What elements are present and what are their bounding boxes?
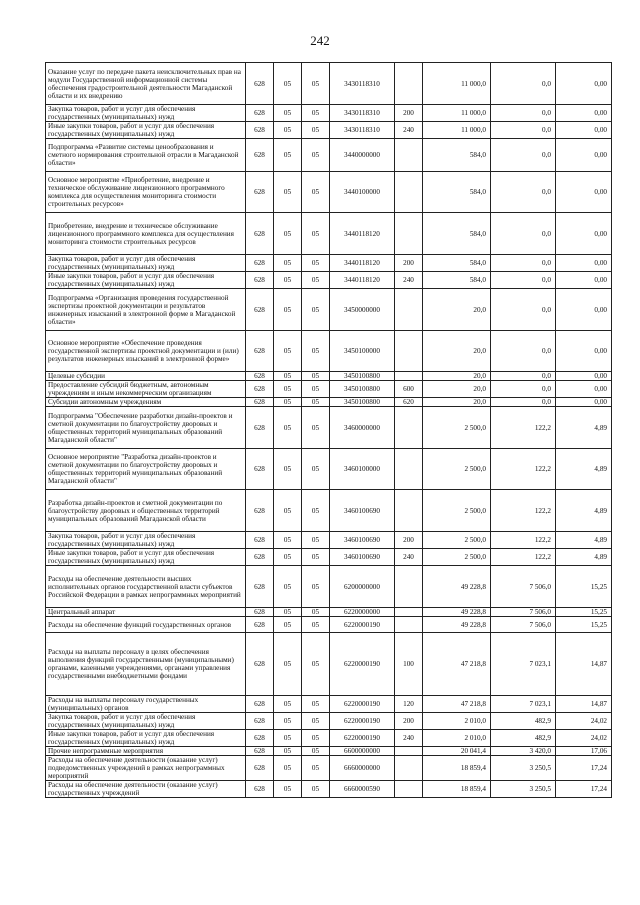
actual-amount-cell: 0,0 [491,172,556,213]
target-article-cell: 3460100690 [330,532,395,549]
actual-amount-cell: 0,0 [491,398,556,407]
row-name-cell: Разработка дизайн-проектов и сметной документации по благоустройству дворовых и общественных территорий муниципальных образований Магаданской области [46,490,246,532]
section-code-cell: 05 [274,608,302,617]
section-code-cell: 05 [274,213,302,255]
planned-amount-cell: 2 500,0 [423,549,491,566]
table-row [46,172,612,213]
planned-amount-cell: 584,0 [423,172,491,213]
percent-cell: 0,00 [556,63,612,105]
expense-type-cell [395,781,423,798]
actual-amount-cell: 0,0 [491,105,556,122]
planned-amount-cell: 20,0 [423,289,491,331]
percent-cell: 4,89 [556,449,612,490]
page-number: 242 [310,33,330,48]
percent-cell: 0,00 [556,398,612,407]
target-article-cell: 3450100800 [330,372,395,381]
table-row [46,608,612,617]
row-name-cell: Субсидии автономным учреждениям [46,398,246,407]
table-row [46,617,612,633]
ved-code-cell: 628 [246,730,274,747]
row-name-cell: Расходы на обеспечение функций государственных органов [46,617,246,633]
planned-amount-cell: 584,0 [423,255,491,272]
ved-code-cell: 628 [246,407,274,449]
expense-type-cell: 240 [395,730,423,747]
expense-type-cell [395,289,423,331]
subsection-code-cell: 05 [302,63,330,105]
ved-code-cell: 628 [246,272,274,289]
actual-amount-cell: 0,0 [491,213,556,255]
table-row [46,713,612,730]
expense-type-cell: 200 [395,532,423,549]
percent-cell: 0,00 [556,139,612,172]
row-name-cell: Приобретение, внедрение и техническое обслуживание лицензионного программного комплекса для осуществления мониторинга стоимости строительных ресурсов [46,213,246,255]
table-row [46,398,612,407]
planned-amount-cell: 2 500,0 [423,407,491,449]
actual-amount-cell: 7 506,0 [491,608,556,617]
table-row [46,105,612,122]
expense-type-cell [395,331,423,372]
table-row [46,63,612,105]
subsection-code-cell: 05 [302,490,330,532]
target-article-cell: 3440000000 [330,139,395,172]
row-name-cell: Оказание услуг по передаче пакета неисключительных прав на модули Государственной информационной системы обеспечения градостроительной деятельности Магаданской области и их внедрению [46,63,246,105]
ved-code-cell: 628 [246,713,274,730]
expense-type-cell: 200 [395,105,423,122]
table-row [46,381,612,398]
percent-cell: 0,00 [556,372,612,381]
ved-code-cell: 628 [246,213,274,255]
planned-amount-cell: 18 859,4 [423,756,491,781]
row-name-cell: Основное мероприятие «Обеспечение проведения государственной экспертизы проектной документации и (или) результатов инженерных изысканий в электронной форме» [46,331,246,372]
row-name-cell: Прочие непрограммные мероприятия [46,747,246,756]
table-row [46,696,612,713]
row-name-cell: Закупка товаров, работ и услуг для обеспечения государственных (муниципальных) нужд [46,713,246,730]
subsection-code-cell: 05 [302,730,330,747]
table-row [46,532,612,549]
table-row [46,289,612,331]
target-article-cell: 6220000190 [330,713,395,730]
expense-type-cell [395,756,423,781]
percent-cell: 4,89 [556,532,612,549]
ved-code-cell: 628 [246,331,274,372]
section-code-cell: 05 [274,781,302,798]
target-article-cell: 3460100690 [330,549,395,566]
expense-type-cell [395,63,423,105]
ved-code-cell: 628 [246,532,274,549]
expense-type-cell [395,372,423,381]
expense-type-cell [395,407,423,449]
subsection-code-cell: 05 [302,781,330,798]
subsection-code-cell: 05 [302,139,330,172]
percent-cell: 14,87 [556,696,612,713]
target-article-cell: 6220000190 [330,696,395,713]
target-article-cell: 3430118310 [330,122,395,139]
subsection-code-cell: 05 [302,289,330,331]
percent-cell: 0,00 [556,289,612,331]
planned-amount-cell: 2 500,0 [423,490,491,532]
section-code-cell: 05 [274,713,302,730]
actual-amount-cell: 482,9 [491,713,556,730]
section-code-cell: 05 [274,549,302,566]
target-article-cell: 3460000000 [330,407,395,449]
actual-amount-cell: 0,0 [491,272,556,289]
percent-cell: 0,00 [556,172,612,213]
percent-cell: 15,25 [556,617,612,633]
subsection-code-cell: 05 [302,747,330,756]
percent-cell: 0,00 [556,122,612,139]
subsection-code-cell: 05 [302,713,330,730]
planned-amount-cell: 20,0 [423,398,491,407]
section-code-cell: 05 [274,566,302,608]
row-name-cell: Предоставление субсидий бюджетным, автономным учреждениям и иным некоммерческим организациям [46,381,246,398]
subsection-code-cell: 05 [302,372,330,381]
percent-cell: 4,89 [556,490,612,532]
subsection-code-cell: 05 [302,608,330,617]
actual-amount-cell: 122,2 [491,449,556,490]
percent-cell: 0,00 [556,381,612,398]
ved-code-cell: 628 [246,105,274,122]
percent-cell: 4,89 [556,407,612,449]
percent-cell: 0,00 [556,255,612,272]
actual-amount-cell: 122,2 [491,549,556,566]
table-row [46,566,612,608]
section-code-cell: 05 [274,105,302,122]
expense-type-cell: 620 [395,398,423,407]
subsection-code-cell: 05 [302,532,330,549]
ved-code-cell: 628 [246,608,274,617]
planned-amount-cell: 2 010,0 [423,730,491,747]
actual-amount-cell: 122,2 [491,407,556,449]
subsection-code-cell: 05 [302,105,330,122]
table-row [46,549,612,566]
table-row [46,139,612,172]
table-row [46,372,612,381]
percent-cell: 0,00 [556,331,612,372]
percent-cell: 0,00 [556,272,612,289]
actual-amount-cell: 7 506,0 [491,617,556,633]
table-row [46,490,612,532]
ved-code-cell: 628 [246,549,274,566]
target-article-cell: 6600000000 [330,747,395,756]
planned-amount-cell: 11 000,0 [423,105,491,122]
ved-code-cell: 628 [246,139,274,172]
target-article-cell: 6220000190 [330,633,395,696]
section-code-cell: 05 [274,122,302,139]
target-article-cell: 3440100000 [330,172,395,213]
actual-amount-cell: 0,0 [491,372,556,381]
subsection-code-cell: 05 [302,633,330,696]
expense-type-cell: 240 [395,122,423,139]
subsection-code-cell: 05 [302,272,330,289]
section-code-cell: 05 [274,407,302,449]
target-article-cell: 6220000000 [330,608,395,617]
row-name-cell: Подпрограмма «Развитие системы ценообразования и сметного нормирования строительной отрасли в Магаданской области» [46,139,246,172]
ved-code-cell: 628 [246,172,274,213]
planned-amount-cell: 20,0 [423,372,491,381]
expense-type-cell [395,490,423,532]
target-article-cell: 3450100800 [330,381,395,398]
expense-type-cell: 200 [395,255,423,272]
ved-code-cell: 628 [246,289,274,331]
row-name-cell: Иные закупки товаров, работ и услуг для обеспечения государственных (муниципальных) нужд [46,730,246,747]
section-code-cell: 05 [274,617,302,633]
actual-amount-cell: 0,0 [491,381,556,398]
planned-amount-cell: 2 010,0 [423,713,491,730]
subsection-code-cell: 05 [302,331,330,372]
expense-type-cell: 200 [395,713,423,730]
percent-cell: 0,00 [556,213,612,255]
section-code-cell: 05 [274,449,302,490]
ved-code-cell: 628 [246,747,274,756]
ved-code-cell: 628 [246,781,274,798]
actual-amount-cell: 3 250,5 [491,781,556,798]
row-name-cell: Основное мероприятие «Приобретение, внедрение и техническое обслуживание лицензионного программного комплекса для осуществления мониторинга стоимости строительных ресурсов» [46,172,246,213]
row-name-cell: Расходы на выплаты персоналу в целях обеспечения выполнения функций государственными (муниципальными) органами, казенными учреждениями, органами управления государственными внебюджетными фондами [46,633,246,696]
table-row [46,272,612,289]
subsection-code-cell: 05 [302,255,330,272]
row-name-cell: Подпрограмма «Организация проведения государственной экспертизы проектной документации и результатов инженерных изысканий в электронной форме в Магаданской области» [46,289,246,331]
section-code-cell: 05 [274,633,302,696]
target-article-cell: 3450100000 [330,331,395,372]
actual-amount-cell: 7 506,0 [491,566,556,608]
percent-cell: 24,02 [556,713,612,730]
subsection-code-cell: 05 [302,398,330,407]
expense-type-cell: 240 [395,272,423,289]
section-code-cell: 05 [274,255,302,272]
subsection-code-cell: 05 [302,449,330,490]
percent-cell: 4,89 [556,549,612,566]
ved-code-cell: 628 [246,633,274,696]
percent-cell: 15,25 [556,566,612,608]
row-name-cell: Основное мероприятие "Разработка дизайн-проектов и сметной документации по благоустройству дворовых и общественных территорий муниципальных образований Магаданской области" [46,449,246,490]
row-name-cell: Центральный аппарат [46,608,246,617]
planned-amount-cell: 2 500,0 [423,532,491,549]
expense-type-cell [395,566,423,608]
actual-amount-cell: 3 250,5 [491,756,556,781]
row-name-cell: Расходы на обеспечение деятельности (оказание услуг) государственных учреждений [46,781,246,798]
ved-code-cell: 628 [246,566,274,608]
section-code-cell: 05 [274,730,302,747]
planned-amount-cell: 584,0 [423,272,491,289]
target-article-cell: 3430118310 [330,105,395,122]
subsection-code-cell: 05 [302,172,330,213]
percent-cell: 0,00 [556,105,612,122]
actual-amount-cell: 122,2 [491,532,556,549]
table-row [46,122,612,139]
table-row [46,255,612,272]
subsection-code-cell: 05 [302,696,330,713]
ved-code-cell: 628 [246,122,274,139]
table-body [46,63,612,798]
actual-amount-cell: 0,0 [491,255,556,272]
ved-code-cell: 628 [246,617,274,633]
planned-amount-cell: 2 500,0 [423,449,491,490]
planned-amount-cell: 20 041,4 [423,747,491,756]
target-article-cell: 6200000000 [330,566,395,608]
row-name-cell: Закупка товаров, работ и услуг для обеспечения государственных (муниципальных) нужд [46,532,246,549]
percent-cell: 17,06 [556,747,612,756]
planned-amount-cell: 47 218,8 [423,633,491,696]
planned-amount-cell: 584,0 [423,139,491,172]
expense-type-cell [395,449,423,490]
section-code-cell: 05 [274,532,302,549]
table-row [46,449,612,490]
target-article-cell: 3460100000 [330,449,395,490]
planned-amount-cell: 49 228,8 [423,608,491,617]
planned-amount-cell: 11 000,0 [423,63,491,105]
section-code-cell: 05 [274,747,302,756]
target-article-cell: 3440118120 [330,255,395,272]
ved-code-cell: 628 [246,63,274,105]
subsection-code-cell: 05 [302,549,330,566]
actual-amount-cell: 7 023,1 [491,633,556,696]
target-article-cell: 3450100800 [330,398,395,407]
subsection-code-cell: 05 [302,566,330,608]
row-name-cell: Закупка товаров, работ и услуг для обеспечения государственных (муниципальных) нужд [46,105,246,122]
target-article-cell: 3460100690 [330,490,395,532]
planned-amount-cell: 18 859,4 [423,781,491,798]
section-code-cell: 05 [274,756,302,781]
planned-amount-cell: 49 228,8 [423,566,491,608]
target-article-cell: 6220000190 [330,730,395,747]
actual-amount-cell: 0,0 [491,289,556,331]
target-article-cell: 6660000000 [330,756,395,781]
subsection-code-cell: 05 [302,407,330,449]
table-row [46,633,612,696]
section-code-cell: 05 [274,381,302,398]
subsection-code-cell: 05 [302,617,330,633]
section-code-cell: 05 [274,490,302,532]
ved-code-cell: 628 [246,372,274,381]
percent-cell: 17,24 [556,756,612,781]
section-code-cell: 05 [274,398,302,407]
ved-code-cell: 628 [246,381,274,398]
ved-code-cell: 628 [246,696,274,713]
actual-amount-cell: 0,0 [491,122,556,139]
table-row [46,213,612,255]
ved-code-cell: 628 [246,490,274,532]
planned-amount-cell: 584,0 [423,213,491,255]
row-name-cell: Закупка товаров, работ и услуг для обеспечения государственных (муниципальных) нужд [46,255,246,272]
planned-amount-cell: 11 000,0 [423,122,491,139]
percent-cell: 24,02 [556,730,612,747]
actual-amount-cell: 0,0 [491,63,556,105]
table-row [46,730,612,747]
target-article-cell: 6220000190 [330,617,395,633]
expense-type-cell [395,608,423,617]
subsection-code-cell: 05 [302,381,330,398]
row-name-cell: Целевые субсидии [46,372,246,381]
table-row [46,756,612,781]
expense-type-cell: 120 [395,696,423,713]
target-article-cell: 3450000000 [330,289,395,331]
section-code-cell: 05 [274,696,302,713]
expense-type-cell: 240 [395,549,423,566]
section-code-cell: 05 [274,63,302,105]
actual-amount-cell: 3 420,0 [491,747,556,756]
section-code-cell: 05 [274,331,302,372]
target-article-cell: 3430118310 [330,63,395,105]
table-row [46,407,612,449]
section-code-cell: 05 [274,272,302,289]
actual-amount-cell: 7 023,1 [491,696,556,713]
target-article-cell: 3440118120 [330,272,395,289]
ved-code-cell: 628 [246,398,274,407]
section-code-cell: 05 [274,172,302,213]
percent-cell: 14,87 [556,633,612,696]
subsection-code-cell: 05 [302,756,330,781]
actual-amount-cell: 0,0 [491,331,556,372]
expense-type-cell [395,617,423,633]
expense-type-cell: 100 [395,633,423,696]
row-name-cell: Подпрограмма "Обеспечение разработки дизайн-проектов и сметной документации по благоустройству дворовых и общественных территорий муниципальных образований Магаданской области" [46,407,246,449]
subsection-code-cell: 05 [302,213,330,255]
expense-type-cell [395,747,423,756]
actual-amount-cell: 122,2 [491,490,556,532]
target-article-cell: 3440118120 [330,213,395,255]
row-name-cell: Иные закупки товаров, работ и услуг для обеспечения государственных (муниципальных) нужд [46,122,246,139]
row-name-cell: Расходы на выплаты персоналу государственных (муниципальных) органов [46,696,246,713]
row-name-cell: Иные закупки товаров, работ и услуг для обеспечения государственных (муниципальных) нужд [46,272,246,289]
percent-cell: 15,25 [556,608,612,617]
budget-table [45,62,612,798]
expense-type-cell [395,172,423,213]
section-code-cell: 05 [274,372,302,381]
planned-amount-cell: 49 228,8 [423,617,491,633]
actual-amount-cell: 482,9 [491,730,556,747]
row-name-cell: Иные закупки товаров, работ и услуг для обеспечения государственных (муниципальных) нужд [46,549,246,566]
table-row [46,331,612,372]
ved-code-cell: 628 [246,255,274,272]
section-code-cell: 05 [274,289,302,331]
planned-amount-cell: 20,0 [423,381,491,398]
row-name-cell: Расходы на обеспечение деятельности высших исполнительных органов государственной власти субъектов Российской Федерации в рамках непрограммных мероприятий [46,566,246,608]
table-row [46,747,612,756]
target-article-cell: 6660000590 [330,781,395,798]
planned-amount-cell: 20,0 [423,331,491,372]
section-code-cell: 05 [274,139,302,172]
expense-type-cell [395,139,423,172]
subsection-code-cell: 05 [302,122,330,139]
row-name-cell: Расходы на обеспечение деятельности (оказание услуг) подведомственных учреждений в рамках непрограммных мероприятий [46,756,246,781]
percent-cell: 17,24 [556,781,612,798]
planned-amount-cell: 47 218,8 [423,696,491,713]
actual-amount-cell: 0,0 [491,139,556,172]
ved-code-cell: 628 [246,449,274,490]
expense-type-cell: 600 [395,381,423,398]
ved-code-cell: 628 [246,756,274,781]
table-row [46,781,612,798]
expense-type-cell [395,213,423,255]
